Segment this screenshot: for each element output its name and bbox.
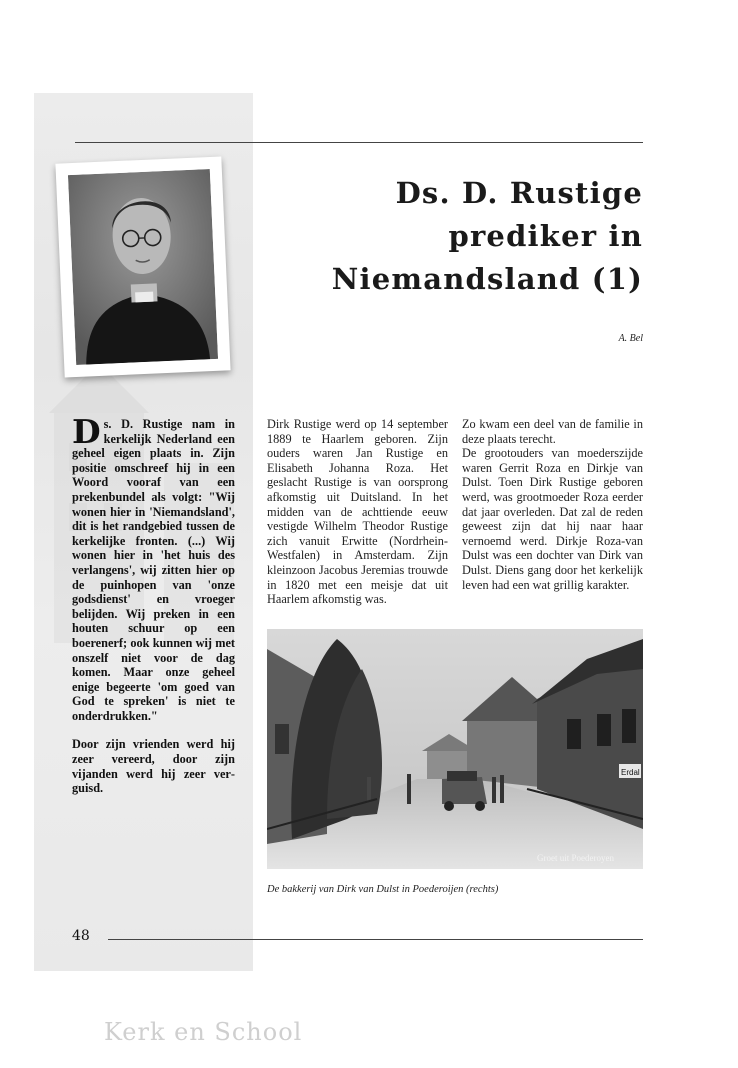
page-number: 48 — [72, 928, 90, 944]
title-line-3: Niemandsland (1) — [331, 262, 643, 296]
portrait-photo — [68, 169, 218, 365]
intro-text — [72, 412, 235, 810]
author-byline: A. Bel — [618, 333, 643, 344]
bottom-divider — [108, 939, 643, 940]
article-title — [313, 172, 643, 301]
postcard-text: Groet uit Poederoyen — [537, 853, 614, 863]
shop-sign: Erdal — [621, 768, 640, 777]
title-line-2: prediker in — [448, 219, 643, 253]
body-paragraph: De grootouders van moederszijde waren Gerrit Roza en Dirkje van Dulst. Toen Dirk Rustige geboren werd, was grootmoeder Roza eerder dat jaar overleden. Dat zal de reden geweest zijn dat hij naar haar vernoemd werd. Dirkje Roza-van Dulst was een dochter van Dirk van Dulst. Diens gang door het kerkelijk leven had een wat grillig karakter. — [462, 446, 643, 592]
portrait-photo-frame — [55, 156, 230, 377]
street-photo — [267, 629, 643, 869]
body-column-2 — [462, 417, 643, 592]
watermark-text: Kerk en School — [104, 1018, 303, 1046]
intro-paragraph-2: Door zijn vrienden werd hij zeer vereerd, door zijn vijanden werd hij zeer verguisd. — [72, 737, 235, 796]
intro-paragraph-1: s. D. Rustige nam in kerkelijk Nederland een geheel eigen plaats in. Zijn positie omschreef hij in een Woord vooraf van een prekenbundel als volgt: "Wij wonen hier in 'Niemandsland', dit is het randgebied tussen de kerkelijke fronten. (...) Wij wonen hier in 'het huis des verlangens', wij zitten hier op de puinhopen van 'onze godsdienst' en vroeger belijden. Wij preken in een houten schuur op een boerenerf; ook kunnen wij met onszelf niet voor de dag komen. Maar onze geheel enige begeerte 'om goed van God te spreken' is niet te onderdrukken." — [72, 417, 235, 723]
top-divider — [75, 142, 643, 143]
street-photo-illustration — [267, 629, 643, 869]
drop-cap: D — [72, 412, 101, 451]
body-paragraph: Zo kwam een deel van de familie in deze plaats terecht. — [462, 417, 643, 446]
photo-caption: De bakkerij van Dirk van Dulst in Poederoijen (rechts) — [267, 884, 499, 895]
body-column-1 — [267, 417, 448, 607]
body-paragraph: Dirk Rustige werd op 14 september 1889 te Haarlem geboren. Zijn ouders waren Jan Rustige en Elisabeth Johanna Roza. Het geslacht Rustige is van oorsprong afkomstig uit Duitsland. In het midden van de achttiende eeuw vestigde Wilhelm Theodor Rustige zich vanuit Erwitte (Nordrhein-Westfalen) in Amsterdam. Zijn kleinzoon Jacobus Jeremias trouwde in 1820 met een meisje dat uit Haarlem afkomstig was. — [267, 417, 448, 607]
title-line-1: Ds. D. Rustige — [395, 176, 643, 210]
